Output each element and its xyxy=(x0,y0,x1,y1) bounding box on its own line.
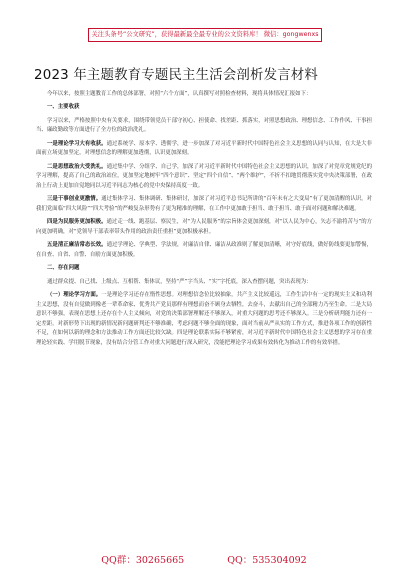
paragraph-text: 一是理论学习还存在惰性思想。对理想信念位比较抽象，共产主义比较遥远，工作生活中有一定的现实主义和功利主义思想，没有自觉做到像老一辈革命家、优秀共产党员那样有理想而奋不顾身去牺牲，去奋斗，去献出自己的全部精力乃至生命。二是大局意识不够强，表现在思想上还存在个人主义倾向，对党的决策部署理解还不够深入，对重大问题的思考还不够深入。三是分析研判能力还有一定差距。对新形势下出现的新情况新问题研判还不够准确，考虑问题不够全面的现象，面对当前从严从实的工作方式，推进各项工作的创新性不足，在如何以新的理念和方法推动工作方面还比较欠缺。四是理论联系实际不够紧密，对习近平新时代中国特色社会主义思想的学习存在重理论轻实践、学用脱节现象，没有结合分管工作对重大问题进行深入研究，没能把理论学习成果有效转化为推动工作的有效举措。 xyxy=(36,292,372,347)
paragraph: 通过群众提、自己找、上级点、互相帮、集体议，坚持“严”字当头、“实”字托底，深入查摆问题，突出表现为： xyxy=(47,278,312,285)
paragraph-text: 通过系统学、原本学、透彻学，进一步加深了对习近平新时代中国特色社会主义思想的认同与认知，在大是大非面前立场更加坚定，对理想信念的理解更加透彻，认识更加深刻。 xyxy=(36,140,372,157)
paragraph-lead: 一是理论学习大有收获。 xyxy=(47,140,107,147)
paragraph-text: 通过走一线、跑基层、察民生，对“为人民服务”的宗旨体会更加深刻，对“以人民为中心，矢志不渝将苦与”的方向更加明确，对“党领导干部表率带头作用的政治责任重担”更加积极承担。 xyxy=(36,219,372,235)
section-heading: 二、存在问题 xyxy=(47,265,80,272)
qq-group: QQ群：30265665 xyxy=(101,555,185,566)
section-heading: 一、主要收获 xyxy=(47,104,80,111)
paragraph xyxy=(36,163,372,192)
paragraph-lead: （一）理论学习方面。 xyxy=(47,292,102,299)
contact-footer xyxy=(0,552,408,572)
paragraph-text: 通过学理论、学典型、学法规，对廉洁自律、廉洁从政准则了解更加清晰，对守好底线，做好防线要更加警惕，在自查、自省、自警、自励方面更加积极。 xyxy=(36,242,372,258)
paragraph-lead: 五是清正廉洁常态长效。 xyxy=(47,242,107,249)
document-title: 2023 年主题教育专题民主生活会剖析发言材料 xyxy=(34,68,318,83)
qq-number: QQ：535304092 xyxy=(227,555,307,566)
paragraph-text: 通过集中学、分组学、自己学，加深了对习近平新时代中国特色社会主义思想的认识，加深了对党章党规党纪的学习理解，提高了自己的政治站位，更加坚定地树牢“四个意识”、坚定“四个自信”、“两个维护”，不折不扣地贯彻落实党中央决策部署，在政治上行动上更加自觉地同以习近平同志为核心的党中央保持高度一致。 xyxy=(36,163,372,189)
paragraph-lead: 二是思想政治大受洗礼。 xyxy=(47,163,107,170)
document-body xyxy=(36,90,372,545)
paragraph: 学习以来，严格按照中央有关要求，围绕带领党员干部守初心、担使命、找差距、抓落实，对照思想政治、理想信念、工作作风、干事担当、廉政勤政等方面进行了全方位的政治洗礼。 xyxy=(36,117,372,134)
paragraph: 今年以来，按照主题教育工作的总体部署，对照“六个方面”，认真撰写对照检查材料，现将具体情况汇报如下： xyxy=(47,91,312,97)
paragraph xyxy=(36,195,372,214)
paragraph xyxy=(36,291,372,349)
paragraph-lead: 三是干事创业更激情。 xyxy=(47,196,102,203)
promo-banner[interactable]: 关注头条号“公文研究”，获得最新最全最专业的公文资料库！ 微信：gongwenxs xyxy=(88,28,322,42)
paragraph xyxy=(36,140,372,159)
paragraph xyxy=(36,241,372,260)
paragraph-text: 通过集体学习、集体调研、集体研讨，加深了对习近平总书记所讲的“百年未有之大变局”有了更加清醒的认识，对我们党面临“四大风险”“四大考验”的严峻复杂形势有了更为精准的理解，在工作中更加敢于担当、敢于担当、敢于面对问题和解决难题。 xyxy=(36,196,372,212)
paragraph-lead: 四是为民服务更加积极。 xyxy=(47,219,107,226)
paragraph xyxy=(36,218,372,237)
